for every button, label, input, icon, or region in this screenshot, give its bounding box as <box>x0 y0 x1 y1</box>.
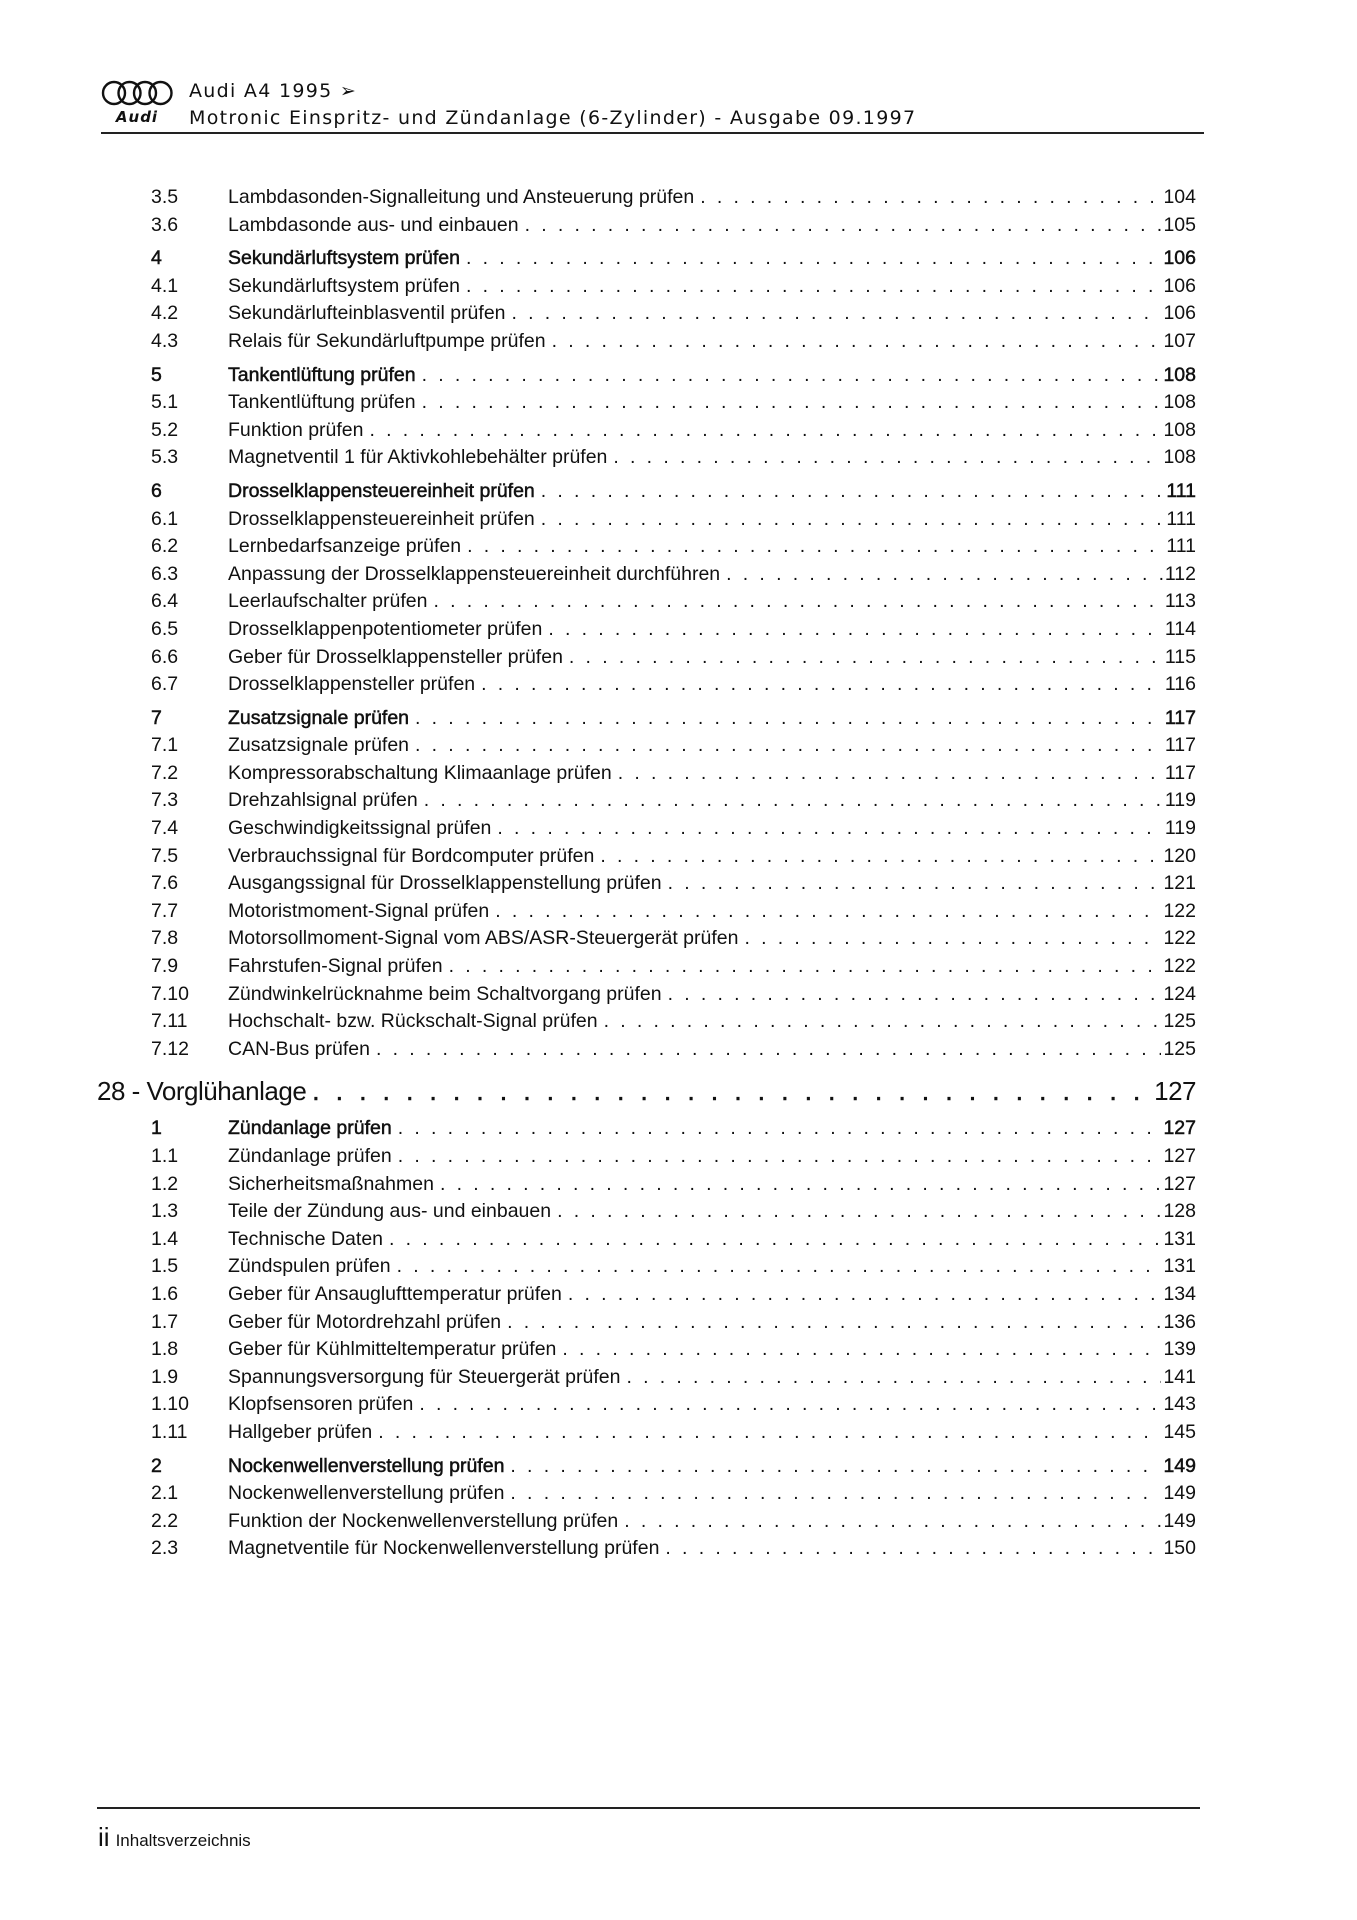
toc-page-number: 125 <box>1163 1037 1196 1060</box>
toc-line <box>228 588 1196 616</box>
toc-page-number: 120 <box>1163 844 1196 867</box>
toc-entry[interactable] <box>97 389 1196 417</box>
page-header <box>101 79 1204 133</box>
toc-number: 4.3 <box>151 329 179 352</box>
toc-leader-dots <box>618 760 1163 788</box>
toc-line <box>228 1036 1196 1064</box>
toc-number: 1.3 <box>151 1200 179 1223</box>
toc-leader-dots <box>415 705 1163 733</box>
toc-number: 7.9 <box>151 955 179 978</box>
toc-line <box>228 671 1196 699</box>
footer-page-number: ii <box>98 1822 110 1852</box>
toc-section[interactable] <box>97 1453 1196 1481</box>
toc-page-number: 107 <box>1163 329 1196 352</box>
footer-label: Inhaltsverzeichnis <box>115 1831 251 1850</box>
toc-page-number: 141 <box>1163 1365 1196 1388</box>
toc-number: 1.1 <box>151 1145 179 1167</box>
toc-leader-dots <box>744 925 1161 953</box>
toc-line <box>228 362 1196 390</box>
toc-title: Tankentlüftung prüfen <box>228 363 416 386</box>
toc-leader-dots <box>562 1336 1161 1364</box>
toc-title: Hallgeber prüfen <box>228 1420 373 1443</box>
toc-number: 5.2 <box>151 418 179 441</box>
toc-line <box>228 184 1196 212</box>
toc-entry[interactable] <box>97 1419 1196 1447</box>
toc-title: Technische Daten <box>228 1227 384 1250</box>
audi-rings-logo <box>101 79 173 125</box>
toc-title: Leerlaufschalter prüfen <box>228 590 428 613</box>
header-divider <box>101 132 1204 134</box>
toc-line <box>228 616 1196 644</box>
toc-leader-dots <box>497 815 1163 843</box>
toc-line <box>228 732 1196 760</box>
toc-title: Motorsollmoment-Signal vom ABS/ASR-Steuergerät prüfen <box>228 927 739 950</box>
toc-number: 1 <box>151 1117 162 1140</box>
toc-page-number: 125 <box>1163 1010 1196 1033</box>
toc-entry[interactable] <box>97 732 1196 760</box>
toc-leader-dots <box>495 898 1161 926</box>
toc-entry[interactable] <box>97 506 1196 534</box>
toc-page-number: 116 <box>1164 673 1196 696</box>
toc-number: 6 <box>151 479 162 502</box>
toc-number: 5.3 <box>151 446 179 469</box>
toc-title: Tankentlüftung prüfen <box>228 391 416 414</box>
toc-page-number: 106 <box>1163 247 1196 270</box>
toc-page-number: 127 <box>1154 1076 1196 1107</box>
toc-line <box>228 644 1196 672</box>
toc-page-number: 108 <box>1163 418 1196 441</box>
toc-line <box>228 1115 1196 1143</box>
toc-leader-dots <box>398 1115 1162 1143</box>
toc-entry[interactable] <box>97 760 1196 788</box>
toc-entry[interactable] <box>97 273 1196 301</box>
toc-page-number: 108 <box>1163 391 1196 414</box>
toc-entry[interactable] <box>97 843 1196 871</box>
toc-page-number: 134 <box>1163 1282 1196 1305</box>
toc-line <box>228 1391 1196 1419</box>
page-footer <box>98 1822 251 1852</box>
toc-number: 7.8 <box>151 927 179 950</box>
toc-title: Hochschalt- bzw. Rückschalt-Signal prüfen <box>228 1010 598 1033</box>
toc-line <box>228 417 1196 445</box>
toc-leader-dots <box>422 389 1162 417</box>
toc-number: 7 <box>151 706 162 729</box>
toc-leader-dots <box>466 273 1162 301</box>
toc-number: 6.5 <box>151 617 179 640</box>
toc-line <box>228 953 1196 981</box>
toc-leader-dots <box>466 245 1162 273</box>
toc-leader-dots <box>548 616 1163 644</box>
toc-line <box>228 870 1196 898</box>
toc-entry[interactable] <box>97 444 1196 472</box>
toc-line <box>228 1281 1196 1309</box>
toc-page-number: 111 <box>1166 535 1196 558</box>
toc-leader-dots <box>378 1419 1161 1447</box>
toc-leader-dots <box>440 1171 1162 1199</box>
toc-page-number: 122 <box>1163 955 1196 978</box>
toc-number: 2.2 <box>151 1509 179 1532</box>
toc-title: Zusatzsignale prüfen <box>228 734 410 757</box>
toc-entry[interactable] <box>97 1253 1196 1281</box>
toc-leader-dots <box>568 1281 1162 1309</box>
toc-entry[interactable] <box>97 1143 1196 1171</box>
toc-line <box>97 1073 1196 1109</box>
toc-line <box>228 1480 1196 1508</box>
toc-title: Drosselklappenpotentiometer prüfen <box>228 617 543 640</box>
toc-number: 1.6 <box>151 1282 179 1305</box>
toc-leader-dots <box>541 478 1165 506</box>
toc-page-number: 127 <box>1163 1145 1196 1167</box>
toc-leader-dots <box>525 212 1162 240</box>
toc-line <box>228 561 1196 589</box>
toc-number: 6.3 <box>151 562 179 585</box>
toc-title: Zündanlage prüfen <box>228 1145 392 1167</box>
toc-entry[interactable] <box>97 328 1196 356</box>
toc-entry[interactable] <box>97 1391 1196 1419</box>
toc-page-number: 117 <box>1164 734 1196 757</box>
toc-page-number: 131 <box>1163 1227 1196 1250</box>
toc-section[interactable] <box>97 705 1196 733</box>
toc-title: Relais für Sekundärluftpumpe prüfen <box>228 329 546 352</box>
toc-title: Teile der Zündung aus- und einbauen <box>228 1200 552 1223</box>
toc-title: Anpassung der Drosselklappensteuereinheit durchführen <box>228 562 721 585</box>
toc-number: 6.7 <box>151 673 179 696</box>
toc-page-number: 150 <box>1163 1537 1196 1560</box>
toc-page-number: 139 <box>1163 1338 1196 1361</box>
toc-page-number: 106 <box>1163 302 1196 325</box>
toc-number: 2 <box>151 1454 162 1477</box>
toc-title: Drosselklappensteller prüfen <box>228 673 476 696</box>
toc-line <box>228 328 1196 356</box>
toc-title: Drosselklappensteuereinheit prüfen <box>228 479 535 502</box>
toc-line <box>228 1253 1196 1281</box>
toc-page-number: 119 <box>1164 817 1196 840</box>
toc-number: 1.5 <box>151 1255 179 1278</box>
toc-number: 3.6 <box>151 213 179 236</box>
toc-number: 4.1 <box>151 274 179 297</box>
toc-entry[interactable] <box>97 1198 1196 1226</box>
toc-line <box>228 478 1196 506</box>
toc-line <box>228 389 1196 417</box>
toc-leader-dots <box>668 981 1162 1009</box>
toc-leader-dots <box>668 870 1162 898</box>
toc-line <box>228 760 1196 788</box>
toc-leader-dots <box>370 417 1162 445</box>
toc-title: CAN-Bus prüfen <box>228 1037 370 1060</box>
toc-title: 28 - Vorglühanlage <box>97 1076 307 1107</box>
toc-line <box>228 925 1196 953</box>
toc-number: 7.10 <box>151 982 189 1005</box>
toc-title: Magnetventile für Nockenwellenverstellung prüfen <box>228 1537 660 1560</box>
toc-line <box>228 1364 1196 1392</box>
toc-entry[interactable] <box>97 300 1196 328</box>
toc-leader-dots <box>700 184 1161 212</box>
toc-leader-dots <box>433 588 1162 616</box>
audi-wordmark: Audi <box>115 108 159 126</box>
toc-entry[interactable] <box>97 1281 1196 1309</box>
toc-page-number: 106 <box>1163 274 1196 297</box>
toc-number: 5 <box>151 363 162 386</box>
toc-title: Nockenwellenverstellung prüfen <box>228 1454 505 1477</box>
toc-entry[interactable] <box>97 787 1196 815</box>
toc-entry[interactable] <box>97 1336 1196 1364</box>
toc-title: Geber für Motordrehzahl prüfen <box>228 1310 502 1333</box>
toc-title: Funktion der Nockenwellenverstellung prüfen <box>228 1509 619 1532</box>
toc-leader-dots <box>312 1073 1152 1109</box>
toc-page-number: 131 <box>1163 1255 1196 1278</box>
toc-leader-dots <box>510 1453 1161 1481</box>
toc-number: 4 <box>151 247 162 270</box>
toc-entry[interactable] <box>97 1226 1196 1254</box>
toc-page-number: 115 <box>1164 645 1196 668</box>
toc-title: Lernbedarfsanzeige prüfen <box>228 535 462 558</box>
toc-title: Kompressorabschaltung Klimaanlage prüfen <box>228 761 612 784</box>
toc-line <box>228 705 1196 733</box>
toc-title: Sekundärluftsystem prüfen <box>228 274 460 297</box>
audi-rings-icon <box>101 79 173 109</box>
toc-entry[interactable] <box>97 953 1196 981</box>
toc-line <box>228 898 1196 926</box>
toc-line <box>228 815 1196 843</box>
toc-page-number: 136 <box>1163 1310 1196 1333</box>
toc-entry[interactable] <box>97 981 1196 1009</box>
toc-page-number: 127 <box>1163 1172 1196 1195</box>
toc-leader-dots <box>467 533 1164 561</box>
toc-line <box>228 533 1196 561</box>
toc-leader-dots <box>512 300 1162 328</box>
toc-leader-dots <box>397 1253 1162 1281</box>
toc-title: Zündspulen prüfen <box>228 1255 391 1278</box>
toc-number: 7.7 <box>151 899 179 922</box>
toc-number: 6.4 <box>151 590 179 613</box>
toc-page-number: 117 <box>1164 706 1196 729</box>
toc-page-number: 122 <box>1163 927 1196 950</box>
toc-leader-dots <box>424 787 1163 815</box>
toc-leader-dots <box>422 362 1162 390</box>
toc-number: 1.4 <box>151 1227 179 1250</box>
toc-entry[interactable] <box>97 588 1196 616</box>
toc-page-number: 122 <box>1163 899 1196 922</box>
toc-number: 7.3 <box>151 789 179 812</box>
toc-entry[interactable] <box>97 533 1196 561</box>
toc-line <box>228 1226 1196 1254</box>
toc-number: 3.5 <box>151 186 179 208</box>
toc-entry[interactable] <box>97 1309 1196 1337</box>
toc-entry[interactable] <box>97 815 1196 843</box>
toc-leader-dots <box>552 328 1162 356</box>
toc-line <box>228 1453 1196 1481</box>
toc-title: Sekundärlufteinblasventil prüfen <box>228 302 506 325</box>
toc-leader-dots <box>449 953 1162 981</box>
toc-line <box>228 300 1196 328</box>
toc-page-number: 111 <box>1166 507 1196 530</box>
toc-title: Fahrstufen-Signal prüfen <box>228 955 443 978</box>
toc-leader-dots <box>613 444 1161 472</box>
toc-page-number: 108 <box>1163 363 1196 386</box>
toc-page-number: 108 <box>1163 446 1196 469</box>
toc-number: 7.12 <box>151 1037 189 1060</box>
toc-line <box>228 1508 1196 1536</box>
toc-title: Verbrauchssignal für Bordcomputer prüfen <box>228 844 595 867</box>
toc-entry[interactable] <box>97 417 1196 445</box>
toc-title: Sekundärluftsystem prüfen <box>228 247 460 270</box>
toc-line <box>228 212 1196 240</box>
toc-title: Magnetventil 1 für Aktivkohlebehälter prüfen <box>228 446 608 469</box>
toc-number: 5.1 <box>151 391 179 414</box>
toc-entry[interactable] <box>97 1508 1196 1536</box>
toc-leader-dots <box>665 1535 1161 1563</box>
toc-number: 4.2 <box>151 302 179 325</box>
toc-title: Geber für Ansauglufttemperatur prüfen <box>228 1282 562 1305</box>
toc-title: Geber für Drosselklappensteller prüfen <box>228 645 563 668</box>
toc-title: Geber für Kühlmitteltemperatur prüfen <box>228 1338 557 1361</box>
toc-title: Spannungsversorgung für Steuergerät prüfen <box>228 1365 621 1388</box>
toc-entry[interactable] <box>97 616 1196 644</box>
toc-number: 1.10 <box>151 1393 189 1416</box>
toc-title: Motoristmoment-Signal prüfen <box>228 899 490 922</box>
document-title: Audi A4 1995 ➢ <box>189 80 358 102</box>
toc-number: 1.9 <box>151 1365 179 1388</box>
toc-page-number: 124 <box>1163 982 1196 1005</box>
toc-entry[interactable] <box>97 1480 1196 1508</box>
toc-line <box>228 1198 1196 1226</box>
toc-number: 1.7 <box>151 1310 179 1333</box>
toc-page-number: 149 <box>1163 1509 1196 1532</box>
toc-line <box>228 245 1196 273</box>
toc-number: 6.1 <box>151 507 179 530</box>
toc-entry[interactable] <box>97 1008 1196 1036</box>
toc-leader-dots <box>726 561 1163 589</box>
toc-leader-dots <box>569 644 1163 672</box>
toc-title: Zündwinkelrücknahme beim Schaltvorgang prüfen <box>228 982 662 1005</box>
toc-title: Nockenwellenverstellung prüfen <box>228 1482 505 1505</box>
toc-line <box>228 1336 1196 1364</box>
toc-leader-dots <box>481 671 1163 699</box>
toc-leader-dots <box>415 732 1163 760</box>
toc-entry[interactable] <box>97 212 1196 240</box>
toc-line <box>228 1309 1196 1337</box>
toc-line <box>228 444 1196 472</box>
toc-page-number: 114 <box>1164 617 1196 640</box>
toc-title: Geschwindigkeitssignal prüfen <box>228 817 492 840</box>
toc-leader-dots <box>541 506 1165 534</box>
toc-number: 1.11 <box>151 1420 188 1443</box>
toc-number: 7.6 <box>151 872 179 895</box>
document-subtitle: Motronic Einspritz- und Zündanlage (6-Zylinder) - Ausgabe 09.1997 <box>189 107 917 129</box>
toc-section[interactable] <box>97 1115 1196 1143</box>
toc-section[interactable] <box>97 362 1196 390</box>
toc-title: Lambdasonde aus- und einbauen <box>228 213 519 236</box>
toc-page-number: 128 <box>1163 1200 1196 1223</box>
toc-line <box>228 1171 1196 1199</box>
toc-page-number: 104 <box>1163 186 1196 208</box>
toc-line <box>228 981 1196 1009</box>
toc-leader-dots <box>389 1226 1161 1254</box>
toc-line <box>228 1143 1196 1171</box>
toc-line <box>228 273 1196 301</box>
toc-entry[interactable] <box>97 1364 1196 1392</box>
toc-line <box>228 787 1196 815</box>
toc-leader-dots <box>624 1508 1161 1536</box>
toc-number: 7.4 <box>151 817 179 840</box>
toc-number: 1.8 <box>151 1338 179 1361</box>
toc-leader-dots <box>557 1198 1161 1226</box>
toc-title: Klopfsensoren prüfen <box>228 1393 414 1416</box>
toc-leader-dots <box>419 1391 1161 1419</box>
toc-title: Drosselklappensteuereinheit prüfen <box>228 507 535 530</box>
toc-entry[interactable] <box>97 561 1196 589</box>
toc-line <box>228 506 1196 534</box>
toc-line <box>228 1008 1196 1036</box>
toc-page-number: 113 <box>1164 590 1196 613</box>
toc-section[interactable] <box>97 245 1196 273</box>
toc-entry[interactable] <box>97 1036 1196 1064</box>
toc-page-number: 127 <box>1163 1117 1196 1140</box>
toc-leader-dots <box>626 1364 1161 1392</box>
toc-page-number: 145 <box>1163 1420 1196 1443</box>
toc-number: 1.2 <box>151 1172 179 1195</box>
toc-title: Funktion prüfen <box>228 418 364 441</box>
toc-page-number: 143 <box>1163 1393 1196 1416</box>
toc-leader-dots <box>510 1480 1161 1508</box>
toc-title: Ausgangssignal für Drosselklappenstellung prüfen <box>228 872 662 895</box>
toc-number: 7.1 <box>151 734 179 757</box>
toc-title: Drehzahlsignal prüfen <box>228 789 418 812</box>
footer-divider <box>97 1807 1200 1809</box>
toc-number: 7.11 <box>151 1010 188 1033</box>
toc-title: Lambdasonden-Signalleitung und Ansteuerung prüfen <box>228 186 695 208</box>
toc-leader-dots <box>507 1309 1161 1337</box>
toc-page-number: 121 <box>1163 872 1196 895</box>
toc-entry[interactable] <box>97 1535 1196 1563</box>
toc-page-number: 111 <box>1166 479 1196 502</box>
toc-number: 7.5 <box>151 844 179 867</box>
toc-line <box>228 1535 1196 1563</box>
toc-page-number: 105 <box>1163 213 1196 236</box>
toc-section[interactable] <box>97 478 1196 506</box>
toc-entry[interactable] <box>97 925 1196 953</box>
toc-entry[interactable] <box>97 870 1196 898</box>
toc-number: 2.3 <box>151 1537 179 1560</box>
toc-leader-dots <box>600 843 1161 871</box>
toc-line <box>228 843 1196 871</box>
table-of-contents <box>97 184 1196 1563</box>
toc-entry[interactable] <box>97 898 1196 926</box>
toc-entry[interactable] <box>97 644 1196 672</box>
toc-page-number: 112 <box>1164 562 1196 585</box>
toc-number: 2.1 <box>151 1482 179 1505</box>
toc-title: Zusatzsignale prüfen <box>228 706 410 729</box>
toc-number: 6.6 <box>151 645 179 668</box>
toc-entry[interactable] <box>97 184 1196 212</box>
toc-leader-dots <box>376 1036 1161 1064</box>
toc-chapter[interactable] <box>97 1073 1196 1109</box>
toc-leader-dots <box>604 1008 1162 1036</box>
toc-title: Sicherheitsmaßnahmen <box>228 1172 434 1195</box>
toc-page-number: 149 <box>1163 1482 1196 1505</box>
toc-line <box>228 1419 1196 1447</box>
toc-number: 6.2 <box>151 535 179 558</box>
toc-page-number: 117 <box>1164 761 1196 784</box>
toc-page-number: 119 <box>1164 789 1196 812</box>
toc-page-number: 149 <box>1163 1454 1196 1477</box>
toc-number: 7.2 <box>151 761 179 784</box>
toc-title: Zündanlage prüfen <box>228 1117 392 1140</box>
toc-entry[interactable] <box>97 1171 1196 1199</box>
toc-entry[interactable] <box>97 671 1196 699</box>
toc-leader-dots <box>398 1143 1162 1171</box>
